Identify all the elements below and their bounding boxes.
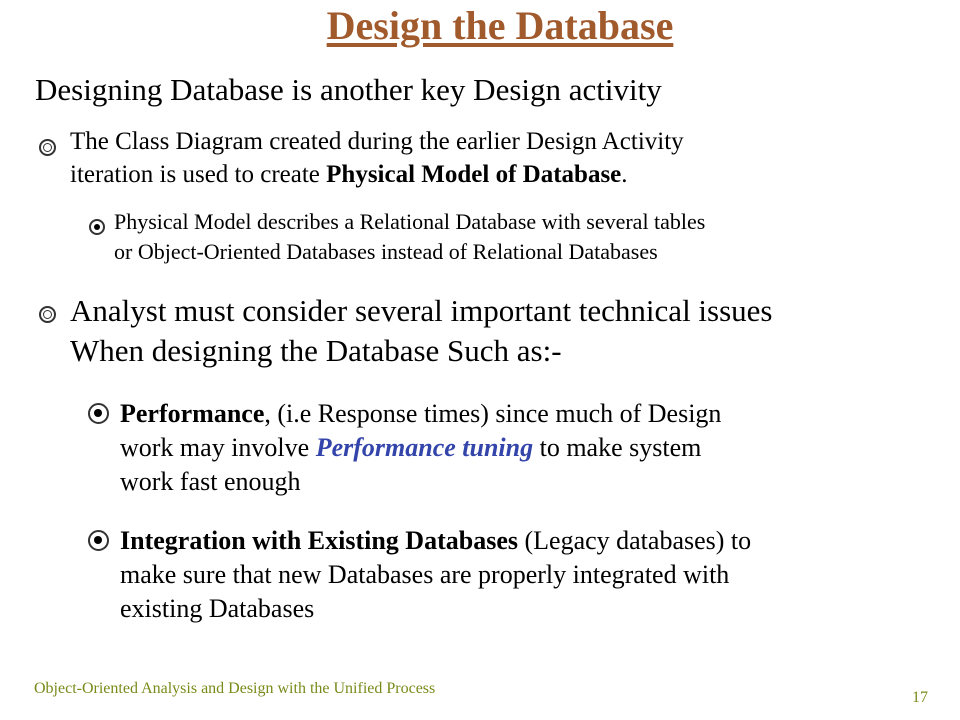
performance-line-2-text: work may involve <box>120 433 316 462</box>
performance-line-2 <box>120 433 701 463</box>
bullet-1-line-2-text: iteration is used to create <box>70 161 327 188</box>
slide-title: Design the Database <box>326 3 674 48</box>
sub-bullet-dot-icon <box>89 219 105 235</box>
performance-label: Performance <box>120 399 265 428</box>
lead-text: Designing Database is another key Design activity <box>35 72 662 107</box>
bullet-2-line-1: Analyst must consider several important technical issues <box>70 293 773 328</box>
footer-text: Object-Oriented Analysis and Design with the Unified Process <box>34 680 436 697</box>
sub-bullet-1-line-2: or Object-Oriented Databases instead of Relational Databases <box>114 239 658 264</box>
performance-line-1 <box>120 399 721 429</box>
integration-line-1-text: (Legacy databases) to <box>517 526 752 555</box>
bullet-ring-icon <box>39 306 56 323</box>
performance-line-2-end: to make system <box>533 433 702 462</box>
performance-line-3: work fast enough <box>120 467 301 496</box>
bullet-1-line-1: The Class Diagram created during the earlier Design Activity <box>70 128 684 155</box>
sub-bullet-dot-icon <box>88 530 109 551</box>
integration-line-2: make sure that new Databases are properly integrated with <box>120 560 730 589</box>
performance-line-1-text: , (i.e Response times) since much of Design <box>264 399 722 428</box>
physical-model-emphasis: Physical Model of Database <box>326 161 622 188</box>
page-number: 17 <box>912 689 928 706</box>
integration-line-1 <box>120 526 751 556</box>
bullet-1-line-2-end: . <box>621 161 628 188</box>
integration-line-3: existing Databases <box>120 594 315 623</box>
integration-label: Integration with Existing Databases <box>120 526 518 555</box>
bullet-ring-icon <box>39 139 56 156</box>
performance-tuning-emphasis: Performance tuning <box>315 433 534 462</box>
sub-bullet-1-line-1: Physical Model describes a Relational Database with several tables <box>114 209 706 234</box>
bullet-1-line-2 <box>70 161 628 189</box>
bullet-2-line-2: When designing the Database Such as:- <box>70 333 562 368</box>
sub-bullet-dot-icon <box>88 403 109 424</box>
